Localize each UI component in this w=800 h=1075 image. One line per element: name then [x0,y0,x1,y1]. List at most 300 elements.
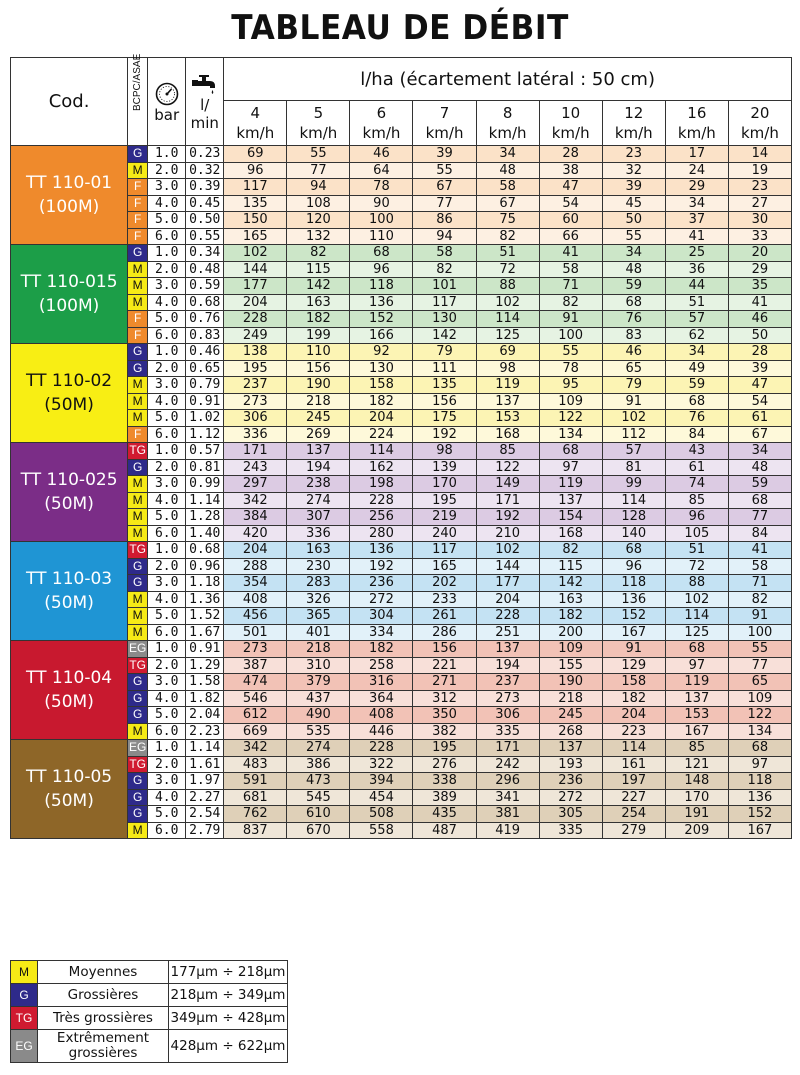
quality-badge: G [128,459,148,476]
quality-badge: M [128,591,148,608]
rate-cell: 254 [602,806,665,823]
rate-cell: 110 [350,228,413,245]
rate-cell: 82 [476,228,539,245]
pressure-bar: 5.0 [148,509,186,526]
rate-cell: 75 [476,212,539,229]
header-speed-12 [602,101,665,146]
rate-cell: 68 [602,542,665,559]
rate-cell: 102 [224,245,287,262]
rate-cell: 82 [287,245,350,262]
rate-cell: 34 [728,443,791,460]
rate-cell: 51 [665,542,728,559]
rate-cell: 119 [476,377,539,394]
rate-cell: 170 [413,476,476,493]
quality-badge: G [128,245,148,262]
table-row [11,311,792,328]
rate-cell: 681 [224,789,287,806]
rate-cell: 29 [728,261,791,278]
table-row [11,641,792,658]
rate-cell: 136 [728,789,791,806]
quality-badge: M [128,608,148,625]
legend-badge: TG [11,1007,38,1030]
rate-cell: 408 [224,591,287,608]
rate-cell: 59 [602,278,665,295]
rate-cell: 119 [665,674,728,691]
rate-cell: 29 [665,179,728,196]
nozzle-size: (50M) [44,692,94,712]
flow-lmin: 0.68 [186,294,224,311]
header-span: l/ha (écartement latéral : 50 cm) [224,58,792,101]
flow-lmin: 0.65 [186,360,224,377]
table-row [11,228,792,245]
rate-cell: 474 [224,674,287,691]
rate-cell: 132 [287,228,350,245]
rate-cell: 58 [413,245,476,262]
pressure-bar: 1.0 [148,740,186,757]
table-row [11,773,792,790]
pressure-bar: 6.0 [148,624,186,641]
rate-cell: 591 [224,773,287,790]
nozzle-size: (50M) [44,791,94,811]
rate-cell: 389 [413,789,476,806]
rate-cell: 350 [413,707,476,724]
quality-badge: M [128,509,148,526]
pressure-bar: 3.0 [148,773,186,790]
rate-cell: 336 [287,525,350,542]
pressure-bar: 4.0 [148,294,186,311]
rate-cell: 85 [476,443,539,460]
rate-cell: 117 [413,542,476,559]
table-row [11,459,792,476]
pressure-bar: 3.0 [148,575,186,592]
flow-lmin: 1.14 [186,740,224,757]
rate-cell: 96 [350,261,413,278]
rate-cell: 47 [539,179,602,196]
rate-cell: 39 [602,179,665,196]
rate-cell: 195 [413,492,476,509]
table-row [11,674,792,691]
rate-cell: 128 [602,509,665,526]
rate-cell: 288 [224,558,287,575]
legend-row [11,984,288,1007]
legend-name: Extrêmement grossières [38,1030,169,1063]
rate-cell: 312 [413,690,476,707]
rate-cell: 136 [350,294,413,311]
rate-cell: 115 [287,261,350,278]
quality-badge: M [128,525,148,542]
rate-cell: 336 [224,426,287,443]
rate-cell: 202 [413,575,476,592]
rate-cell: 286 [413,624,476,641]
rate-cell: 125 [476,327,539,344]
rate-cell: 558 [350,822,413,839]
table-row [11,624,792,641]
rate-cell: 60 [539,212,602,229]
flow-lmin: 0.34 [186,245,224,262]
flow-lmin: 0.76 [186,311,224,328]
rate-cell: 98 [476,360,539,377]
rate-cell: 233 [413,591,476,608]
flow-lmin: 1.28 [186,509,224,526]
rate-cell: 190 [287,377,350,394]
rate-cell: 508 [350,806,413,823]
rate-cell: 137 [539,740,602,757]
rate-cell: 165 [224,228,287,245]
flow-lmin: 0.91 [186,393,224,410]
quality-badge: F [128,228,148,245]
pressure-bar: 3.0 [148,278,186,295]
flow-lmin: 1.02 [186,410,224,427]
rate-cell: 23 [602,146,665,163]
rate-cell: 194 [287,459,350,476]
rate-cell: 27 [728,195,791,212]
rate-cell: 191 [665,806,728,823]
rate-cell: 96 [665,509,728,526]
rate-cell: 273 [224,393,287,410]
rate-cell: 36 [665,261,728,278]
rate-cell: 43 [665,443,728,460]
table-row [11,377,792,394]
rate-cell: 154 [539,509,602,526]
flow-lmin: 1.18 [186,575,224,592]
pressure-bar: 1.0 [148,641,186,658]
header-speed-4 [224,101,287,146]
rate-cell: 269 [287,426,350,443]
rate-cell: 61 [665,459,728,476]
rate-cell: 219 [413,509,476,526]
pressure-bar: 1.0 [148,542,186,559]
rate-cell: 168 [539,525,602,542]
rate-cell: 59 [665,377,728,394]
rate-cell: 237 [224,377,287,394]
nozzle-code: TT 110-04 [26,668,113,688]
rate-cell: 545 [287,789,350,806]
rate-cell: 387 [224,657,287,674]
table-row [11,476,792,493]
pressure-gauge-icon [155,82,179,106]
legend-row [11,961,288,984]
flow-lmin: 1.82 [186,690,224,707]
nozzle-code-cell [11,740,128,839]
rate-cell: 46 [602,344,665,361]
rate-cell: 140 [602,525,665,542]
rate-cell: 158 [602,674,665,691]
rate-cell: 118 [602,575,665,592]
quality-badge: G [128,360,148,377]
rate-cell: 382 [413,723,476,740]
flow-lmin: 0.39 [186,179,224,196]
flow-lmin: 1.36 [186,591,224,608]
rate-cell: 326 [287,591,350,608]
header-bar [148,58,186,146]
rate-cell: 419 [476,822,539,839]
rate-cell: 102 [602,410,665,427]
water-tap-icon [191,74,219,96]
rate-cell: 273 [476,690,539,707]
rate-cell: 72 [476,261,539,278]
rate-cell: 243 [224,459,287,476]
rate-cell: 137 [539,492,602,509]
flow-lmin: 0.68 [186,542,224,559]
rate-cell: 109 [539,641,602,658]
flow-lmin: 0.23 [186,146,224,163]
rate-cell: 454 [350,789,413,806]
rate-cell: 82 [413,261,476,278]
rate-cell: 304 [350,608,413,625]
flow-lmin: 0.32 [186,162,224,179]
rate-cell: 77 [413,195,476,212]
quality-badge: M [128,492,148,509]
nozzle-code: TT 110-03 [26,569,113,589]
speed-unit: km/h [362,124,401,142]
pressure-bar: 1.0 [148,344,186,361]
rate-cell: 37 [665,212,728,229]
rate-cell: 163 [287,294,350,311]
quality-badge: M [128,476,148,493]
pressure-bar: 4.0 [148,492,186,509]
quality-badge: EG [128,641,147,656]
pressure-bar: 2.0 [148,162,186,179]
rate-cell: 50 [728,327,791,344]
rate-cell: 92 [350,344,413,361]
rate-cell: 153 [476,410,539,427]
rate-cell: 610 [287,806,350,823]
rate-cell: 86 [413,212,476,229]
flow-lmin: 0.59 [186,278,224,295]
rate-cell: 51 [476,245,539,262]
rate-cell: 64 [350,162,413,179]
rate-cell: 84 [728,525,791,542]
rate-cell: 490 [287,707,350,724]
header-speed-5 [287,101,350,146]
quality-badge: G [128,707,148,724]
rate-cell: 58 [728,558,791,575]
rate-cell: 68 [665,641,728,658]
quality-badge: G [128,789,148,806]
rate-cell: 165 [413,558,476,575]
rate-cell: 110 [287,344,350,361]
rate-cell: 91 [602,393,665,410]
nozzle-size: (50M) [44,494,94,514]
table-row [11,146,792,163]
legend-range: 349µm ÷ 428µm [169,1007,288,1030]
table-row [11,212,792,229]
rate-cell: 137 [476,641,539,658]
rate-cell: 67 [413,179,476,196]
rate-cell: 122 [476,459,539,476]
rate-cell: 84 [665,426,728,443]
flow-lmin: 0.91 [186,641,224,658]
rate-cell: 167 [602,624,665,641]
rate-cell: 91 [539,311,602,328]
legend [10,960,288,1063]
rate-cell: 82 [539,542,602,559]
rate-cell: 258 [350,657,413,674]
rate-cell: 28 [728,344,791,361]
rate-cell: 268 [539,723,602,740]
rate-cell: 296 [476,773,539,790]
rate-cell: 137 [665,690,728,707]
table-row [11,443,792,460]
pressure-bar: 3.0 [148,674,186,691]
rate-cell: 49 [665,360,728,377]
quality-badge: M [128,723,148,740]
rate-cell: 137 [287,443,350,460]
rate-cell: 34 [665,344,728,361]
pressure-bar: 6.0 [148,426,186,443]
rate-cell: 142 [539,575,602,592]
quality-badge: M [128,261,148,278]
rate-cell: 204 [224,294,287,311]
rate-cell: 23 [728,179,791,196]
rate-cell: 91 [728,608,791,625]
rate-cell: 306 [224,410,287,427]
speed-unit: km/h [236,124,275,142]
rate-cell: 218 [287,393,350,410]
rate-cell: 381 [476,806,539,823]
pressure-bar: 6.0 [148,327,186,344]
quality-badge: M [128,393,148,410]
pressure-bar: 1.0 [148,146,186,163]
nozzle-code: TT 110-025 [20,470,118,490]
flow-lmin: 1.52 [186,608,224,625]
quality-badge: G [128,690,148,707]
flow-lmin: 1.14 [186,492,224,509]
flow-lmin: 2.23 [186,723,224,740]
rate-cell: 204 [224,542,287,559]
rate-cell: 34 [476,146,539,163]
rate-cell: 204 [476,591,539,608]
rate-cell: 473 [287,773,350,790]
rate-cell: 58 [476,179,539,196]
quality-badge: EG [128,740,147,755]
rate-cell: 193 [539,756,602,773]
rate-cell: 119 [539,476,602,493]
rate-cell: 77 [728,509,791,526]
pressure-bar: 5.0 [148,311,186,328]
rate-cell: 456 [224,608,287,625]
rate-cell: 182 [350,641,413,658]
rate-cell: 134 [539,426,602,443]
rate-cell: 69 [224,146,287,163]
rate-cell: 152 [350,311,413,328]
rate-cell: 100 [728,624,791,641]
rate-cell: 99 [602,476,665,493]
speed-value: 12 [624,104,644,122]
pressure-bar: 2.0 [148,261,186,278]
rate-cell: 161 [602,756,665,773]
rate-cell: 322 [350,756,413,773]
pressure-bar: 3.0 [148,377,186,394]
speed-unit: km/h [677,124,716,142]
rate-cell: 95 [539,377,602,394]
rate-cell: 240 [413,525,476,542]
rate-cell: 310 [287,657,350,674]
rate-cell: 171 [476,740,539,757]
quality-badge: TG [129,443,146,458]
rate-cell: 24 [665,162,728,179]
rate-cell: 224 [350,426,413,443]
pressure-bar: 4.0 [148,591,186,608]
table-row [11,410,792,427]
rate-cell: 55 [539,344,602,361]
table-row [11,525,792,542]
rate-cell: 342 [224,492,287,509]
table-row [11,261,792,278]
rate-cell: 77 [287,162,350,179]
flow-lmin: 1.61 [186,756,224,773]
nozzle-code-cell [11,344,128,443]
rate-cell: 228 [350,740,413,757]
rate-cell: 384 [224,509,287,526]
pressure-bar: 5.0 [148,707,186,724]
flow-lmin: 2.79 [186,822,224,839]
rate-cell: 101 [413,278,476,295]
rate-cell: 33 [728,228,791,245]
rate-cell: 342 [224,740,287,757]
flow-lmin: 2.04 [186,707,224,724]
table-row [11,492,792,509]
rate-cell: 150 [224,212,287,229]
quality-badge: G [128,344,148,361]
rate-cell: 28 [539,146,602,163]
rate-cell: 204 [350,410,413,427]
pressure-bar: 6.0 [148,228,186,245]
table-row [11,723,792,740]
pressure-bar: 6.0 [148,525,186,542]
rate-cell: 54 [539,195,602,212]
rate-cell: 45 [602,195,665,212]
rate-cell: 155 [539,657,602,674]
quality-badge: TG [129,756,146,771]
rate-cell: 134 [728,723,791,740]
pressure-bar: 4.0 [148,789,186,806]
rate-cell: 149 [476,476,539,493]
rate-cell: 354 [224,575,287,592]
rate-cell: 238 [287,476,350,493]
rate-cell: 306 [476,707,539,724]
rate-cell: 32 [602,162,665,179]
rate-cell: 114 [665,608,728,625]
rate-cell: 115 [539,558,602,575]
flow-lmin: 0.55 [186,228,224,245]
header-cod: Cod. [11,58,128,146]
rate-cell: 68 [728,492,791,509]
rate-cell: 71 [539,278,602,295]
table-row [11,195,792,212]
rate-cell: 251 [476,624,539,641]
rate-cell: 88 [476,278,539,295]
rate-cell: 102 [665,591,728,608]
rate-cell: 41 [539,245,602,262]
rate-cell: 446 [350,723,413,740]
flow-lmin: 0.46 [186,344,224,361]
speed-value: 7 [439,104,450,122]
pressure-bar: 6.0 [148,822,186,839]
rate-cell: 274 [287,740,350,757]
rate-cell: 245 [287,410,350,427]
rate-cell: 195 [413,740,476,757]
rate-cell: 261 [413,608,476,625]
rate-cell: 546 [224,690,287,707]
rate-cell: 34 [665,195,728,212]
flow-lmin: 1.97 [186,773,224,790]
rate-cell: 114 [476,311,539,328]
table-row [11,344,792,361]
header-speed-10 [539,101,602,146]
rate-cell: 65 [602,360,665,377]
header-bcpc-label: BCPC/ASAE [132,53,144,112]
